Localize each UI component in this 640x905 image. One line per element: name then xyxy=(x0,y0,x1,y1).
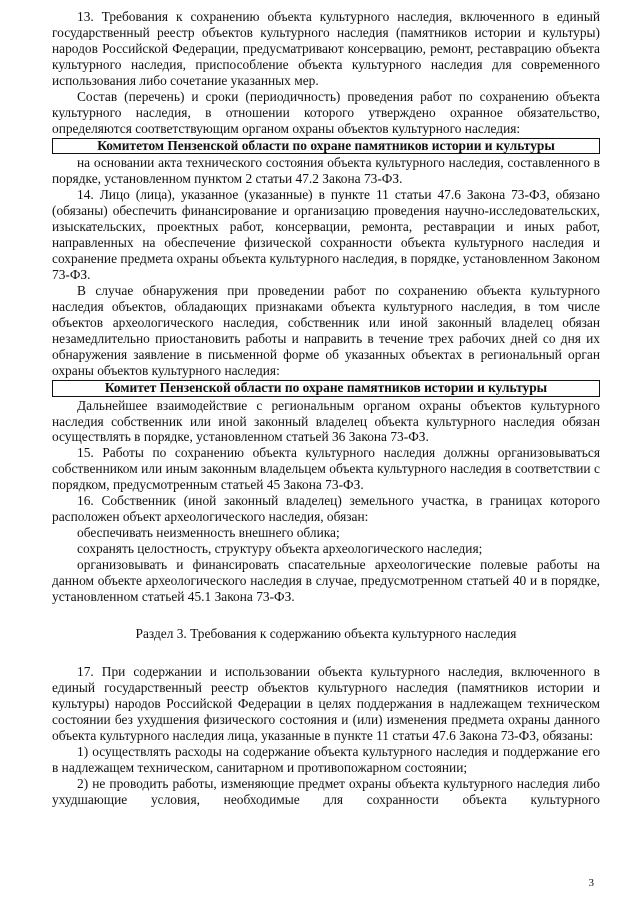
paragraph-16-item-appearance: обеспечивать неизменность внешнего облика; xyxy=(77,525,340,541)
paragraph-16-item-rescue-works: организовывать и финансировать спасательные археологические полевые работы на данном объекте археологического наследия в случае, предусмотренном статьей 40 и в порядке, установленном статьей 45.1 Закона 73-ФЗ. xyxy=(52,557,600,604)
paragraph-17: 17. При содержании и использовании объекта культурного наследия, включенного в единый государственный реестр объектов культурного наследия (памятников истории и культуры) народов Российской Федерации в целях поддержания в надлежащем техническом состоянии без ухудшения физического состояния и (или) изменения предмета охраны данного объекта культурного наследия лица, указанные в пункте 11 статьи 47.6 Закона 73-ФЗ, обязаны: xyxy=(52,663,600,743)
paragraph-technical-act: на основании акта технического состояния объекта культурного наследия, составленного в порядке, установленном пунктом 2 статьи 47.2 Закона 73-ФЗ. xyxy=(52,155,600,187)
paragraph-17-item-1: 1) осуществлять расходы на содержание объекта культурного наследия и поддержание его в надлежащем техническом, санитарном и противопожарном состоянии; xyxy=(52,743,600,775)
paragraph-16: 16. Собственник (иной законный владелец) земельного участка, в границах которого расположен объект археологического наследия, обязан: xyxy=(52,493,600,525)
authority-box: Комитетом Пензенской области по охране памятников истории и культуры xyxy=(52,138,600,155)
paragraph-13: 13. Требования к сохранению объекта культурного наследия, включенного в единый государственный реестр объектов культурного наследия (памятников истории и культуры) народов Российской Федерации, предусматривают консервацию, ремонт, реставрацию объекта культурного наследия, приспособление объекта культурного наследия для современного использования либо сочетание указанных мер. xyxy=(52,9,600,88)
paragraph-17-item-2: 2) не проводить работы, изменяющие предмет охраны объекта культурного наследия либо ухудшающие условия, необходимые для сохранности объекта культурного xyxy=(52,775,600,807)
paragraph-work-composition: Состав (перечень) и сроки (периодичность) проведения работ по сохранению объекта культурного наследия, в отношении которого утверждено охранное обязательство, определяются соответствующим органом охраны объектов культурного наследия: xyxy=(52,88,600,136)
document-body xyxy=(52,9,600,807)
paragraph-interaction: Дальнейшее взаимодействие с региональным органом охраны объектов культурного наследия собственник или иной законный владелец объекта культурного наследия обязан осуществлять в порядке, установленном статьей 36 Закона 73-ФЗ. xyxy=(52,397,600,445)
section-title: Раздел 3. Требования к содержанию объекта культурного наследия xyxy=(135,625,517,641)
paragraph-14: 14. Лицо (лица), указанное (указанные) в пункте 11 статьи 47.6 Закона 73-ФЗ, обязано (обязаны) обеспечить финансирование и организацию проведения научно-исследовательских, изыскательских, проектных работ, консервации, ремонта, реставрации и иных работ, направленных на обеспечение физической сохранности объекта культурного наследия и сохранение предмета охраны объекта культурного наследия, в порядке, установленном Законом 73-ФЗ. xyxy=(52,187,600,283)
paragraph-discovery: В случае обнаружения при проведении работ по сохранению объекта культурного наследия объектов, обладающих признаками объекта культурного наследия, в том числе объектов археологического наследия, собственник или иной законный владелец обязан незамедлительно приостановить работы и направить в течение трех рабочих дней со дня их обнаружения заявление в письменной форме об указанных объектах в региональный орган охраны объектов культурного наследия: xyxy=(52,283,600,378)
paragraph-16-item-integrity: сохранять целостность, структуру объекта археологического наследия; xyxy=(77,541,483,557)
page-number: 3 xyxy=(588,877,594,889)
paragraph-15: 15. Работы по сохранению объекта культурного наследия должны организовываться собственником или иным законным владельцем объекта культурного наследия в соответствии с порядком, предусмотренным статьей 45 Закона 73-ФЗ. xyxy=(52,445,600,493)
authority-box: Комитет Пензенской области по охране памятников истории и культуры xyxy=(52,380,600,397)
